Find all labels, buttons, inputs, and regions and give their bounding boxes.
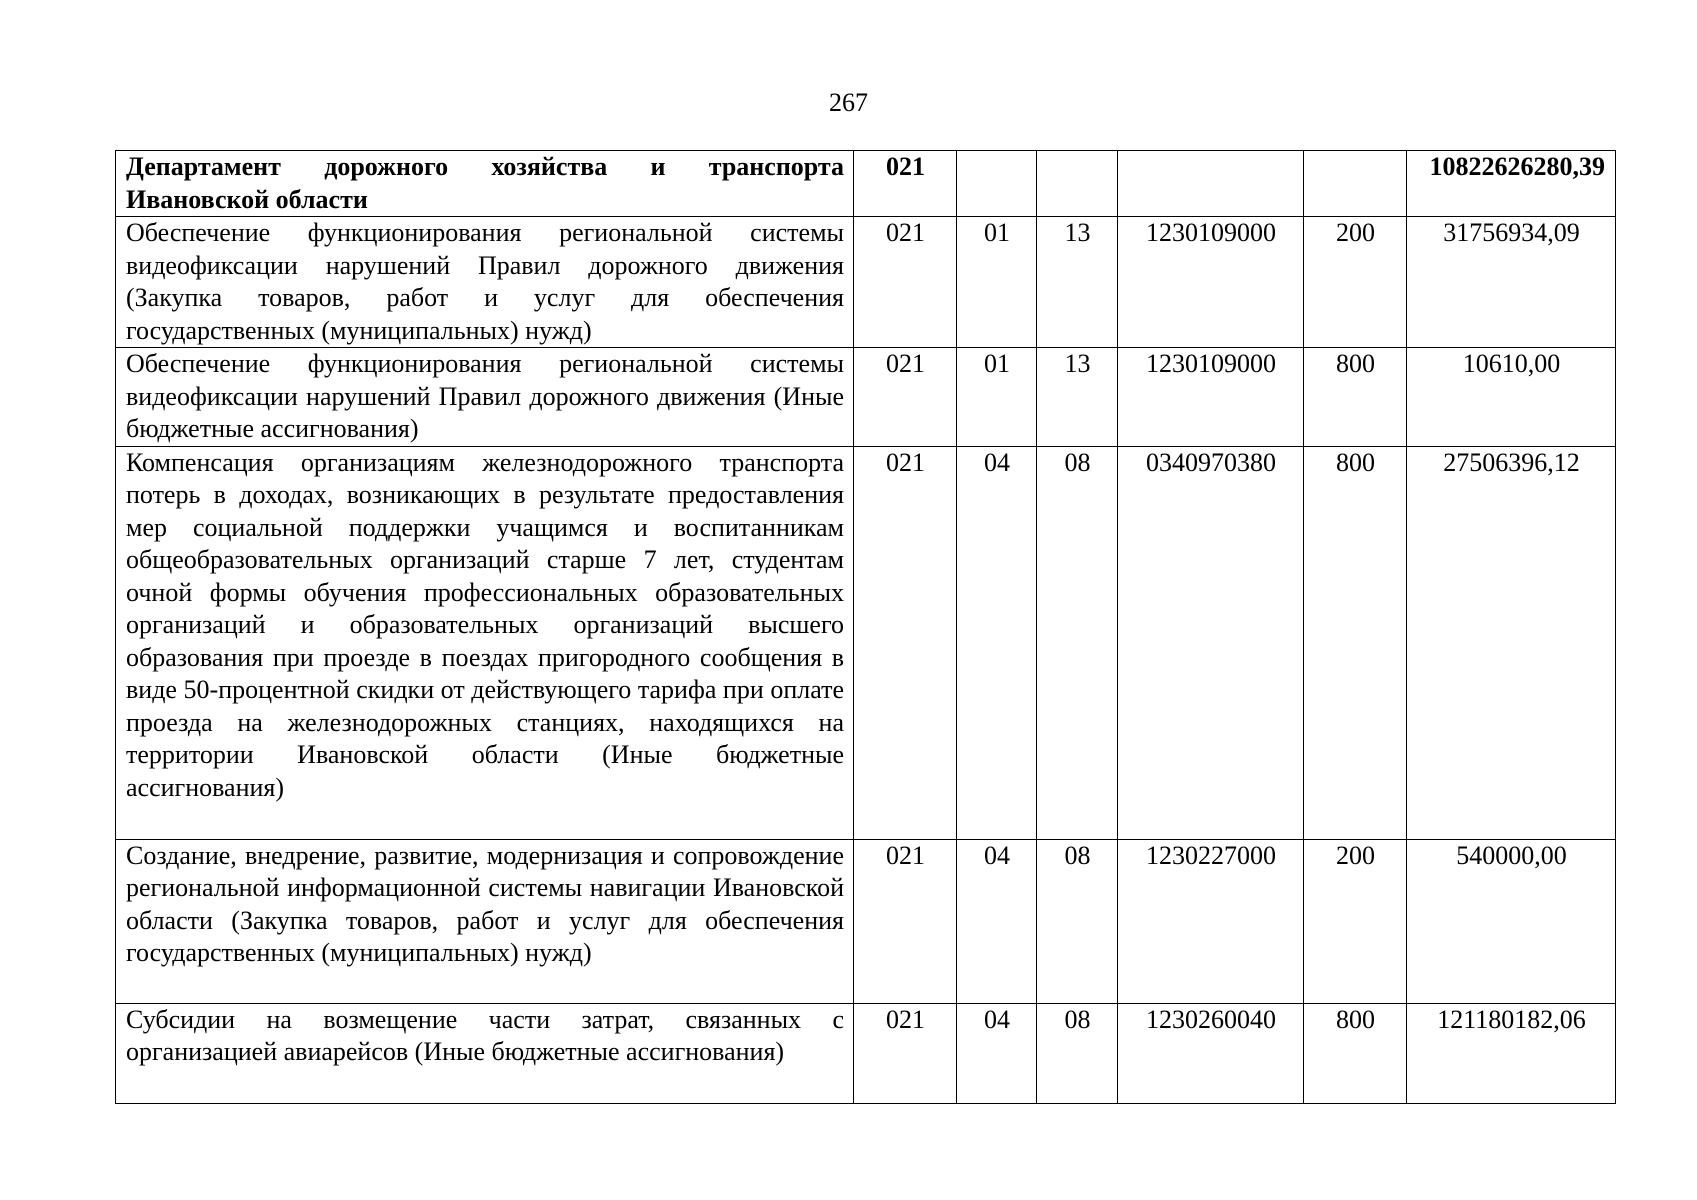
expense-type-cell: 800 bbox=[1304, 348, 1407, 447]
amount-cell: 10610,00 bbox=[1407, 348, 1616, 447]
section-cell: 04 bbox=[957, 1003, 1037, 1103]
section-cell: 01 bbox=[957, 217, 1037, 348]
table-row bbox=[116, 839, 1616, 1003]
amount-cell: 31756934,09 bbox=[1407, 217, 1616, 348]
target-article-cell: 1230260040 bbox=[1118, 1003, 1304, 1103]
department-code-cell: 021 bbox=[854, 151, 957, 217]
page-number: 267 bbox=[829, 88, 868, 117]
table-row bbox=[116, 446, 1616, 839]
section-cell bbox=[957, 151, 1037, 217]
budget-table bbox=[115, 150, 1616, 1104]
amount-cell: 121180182,06 bbox=[1407, 1003, 1616, 1103]
table-row bbox=[116, 348, 1616, 447]
target-article-cell: 1230227000 bbox=[1118, 839, 1304, 1003]
section-cell: 04 bbox=[957, 446, 1037, 839]
department-code-cell: 021 bbox=[854, 217, 957, 348]
subsection-cell: 13 bbox=[1037, 217, 1118, 348]
subsection-cell: 08 bbox=[1037, 839, 1118, 1003]
subsection-cell: 08 bbox=[1037, 446, 1118, 839]
table-row bbox=[116, 1003, 1616, 1103]
department-code-cell: 021 bbox=[854, 839, 957, 1003]
department-code-cell: 021 bbox=[854, 348, 957, 447]
subsection-cell: 08 bbox=[1037, 1003, 1118, 1103]
expense-type-cell: 200 bbox=[1304, 217, 1407, 348]
department-code-cell: 021 bbox=[854, 446, 957, 839]
subsection-cell: 13 bbox=[1037, 348, 1118, 447]
item-name-cell: Создание, внедрение, развитие, модернизация и сопровождение региональной информационной системы навигации Ивановской области (Закупка товаров, работ и услуг для обеспечения государственных (муниципальных) нужд) bbox=[116, 839, 854, 1003]
department-code-cell: 021 bbox=[854, 1003, 957, 1103]
amount-cell: 10822626280,39 bbox=[1407, 151, 1616, 217]
expense-type-cell: 200 bbox=[1304, 839, 1407, 1003]
subsection-cell bbox=[1037, 151, 1118, 217]
target-article-cell: 1230109000 bbox=[1118, 348, 1304, 447]
amount-cell: 540000,00 bbox=[1407, 839, 1616, 1003]
amount-cell: 27506396,12 bbox=[1407, 446, 1616, 839]
table-row-department bbox=[116, 151, 1616, 217]
section-cell: 01 bbox=[957, 348, 1037, 447]
expense-type-cell: 800 bbox=[1304, 1003, 1407, 1103]
expense-type-cell bbox=[1304, 151, 1407, 217]
expense-type-cell: 800 bbox=[1304, 446, 1407, 839]
section-cell: 04 bbox=[957, 839, 1037, 1003]
department-name-cell: Департамент дорожного хозяйства и транспорта Ивановской области bbox=[116, 151, 854, 217]
item-name-cell: Субсидии на возмещение части затрат, связанных с организацией авиарейсов (Иные бюджетные ассигнования) bbox=[116, 1003, 854, 1103]
item-name-cell: Компенсация организациям железнодорожного транспорта потерь в доходах, возникающих в результате предоставления мер социальной поддержки учащимся и воспитанникам общеобразовательных организаций старше 7 лет, студентам очной формы обучения профессиональных образовательных организаций и образовательных организаций высшего образования при проезде в поездах пригородного сообщения в виде 50-процентной скидки от действующего тарифа при оплате проезда на железнодорожных станциях, находящихся на территории Ивановской области (Иные бюджетные ассигнования) bbox=[116, 446, 854, 839]
item-name-cell: Обеспечение функционирования региональной системы видеофиксации нарушений Правил дорожного движения (Закупка товаров, работ и услуг для обеспечения государственных (муниципальных) нужд) bbox=[116, 217, 854, 348]
target-article-cell: 1230109000 bbox=[1118, 217, 1304, 348]
item-name-cell: Обеспечение функционирования региональной системы видеофиксации нарушений Правил дорожного движения (Иные бюджетные ассигнования) bbox=[116, 348, 854, 447]
target-article-cell: 0340970380 bbox=[1118, 446, 1304, 839]
target-article-cell bbox=[1118, 151, 1304, 217]
table-row bbox=[116, 217, 1616, 348]
